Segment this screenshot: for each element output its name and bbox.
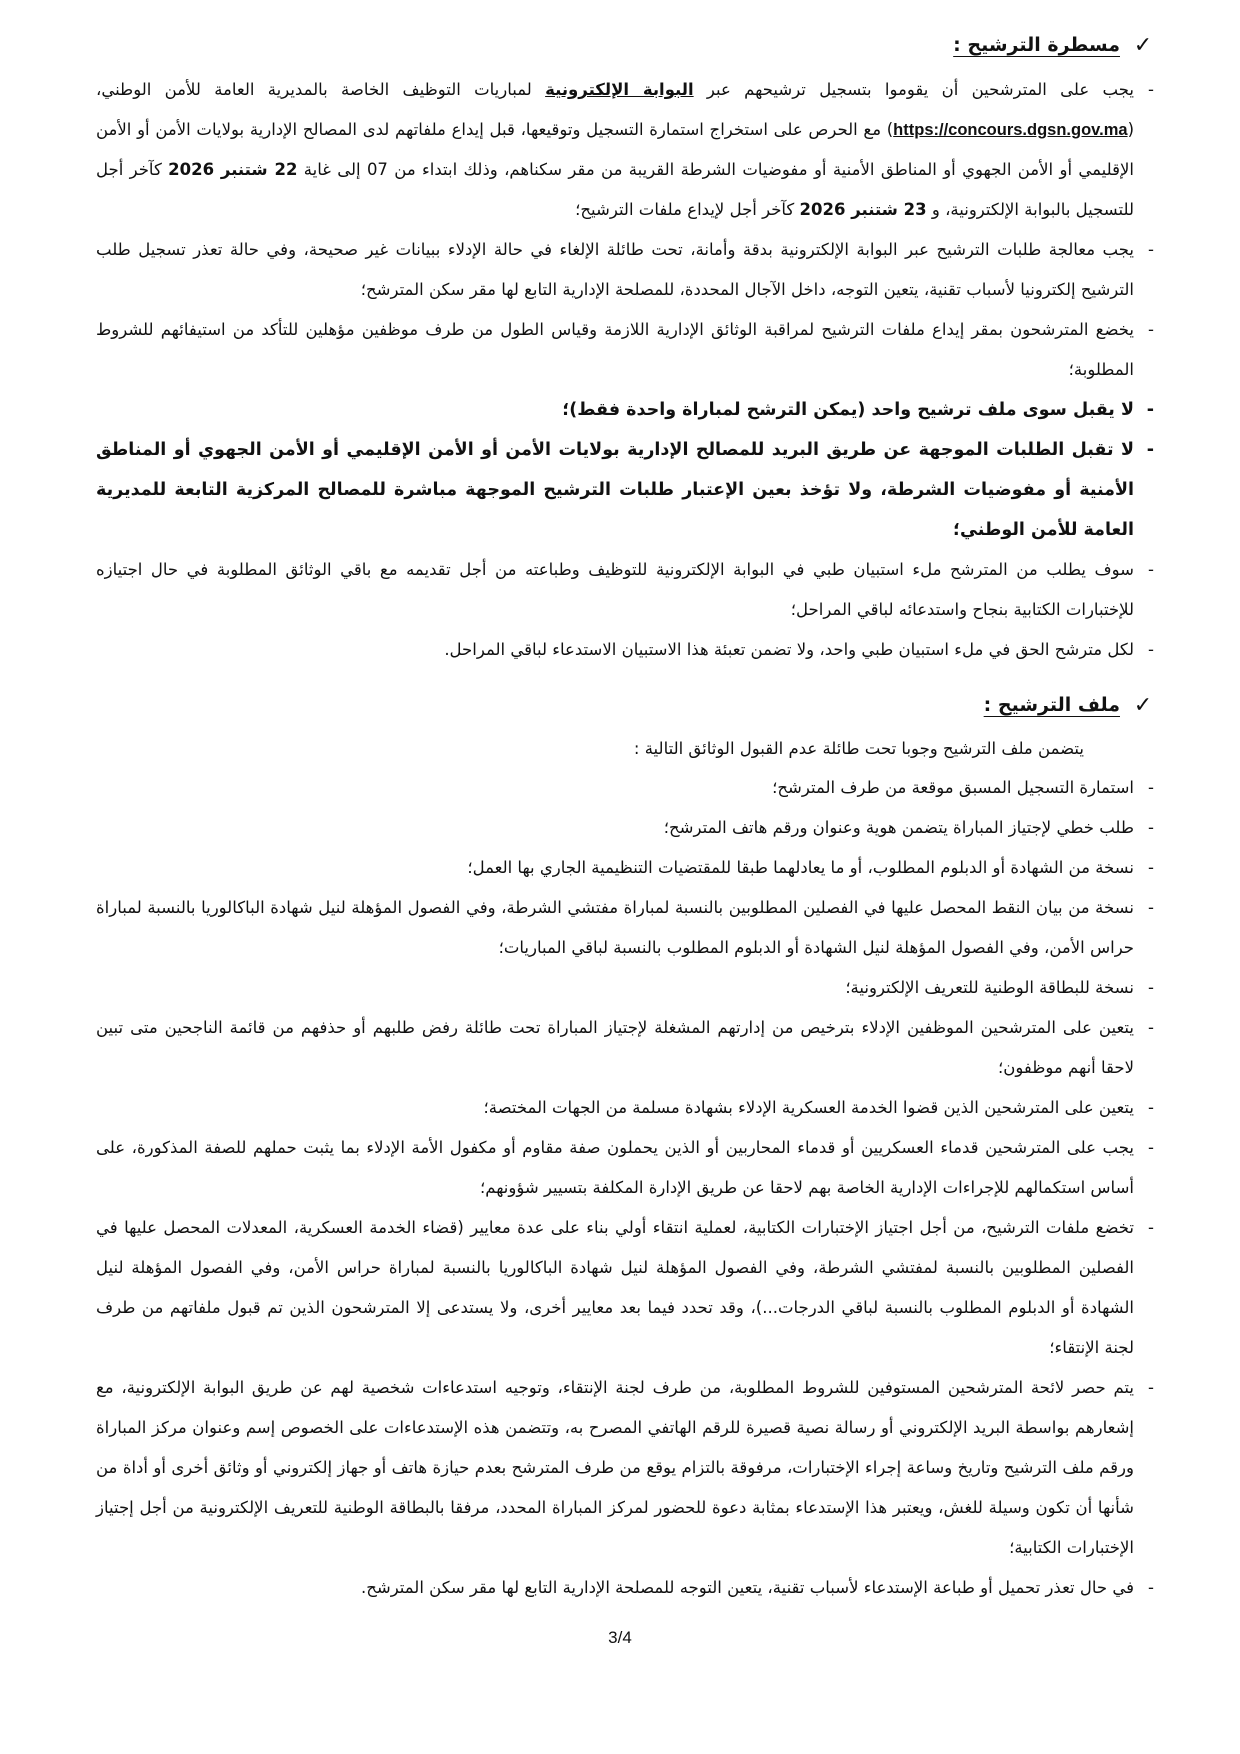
required-documents-list xyxy=(96,768,1156,1608)
list-item: - يتم حصر لائحة المترشحين المستوفين للشروط المطلوبة، من طرف لجنة الإنتقاء، وتوجيه استدعاءات شخصية لهم عن طريق البوابة الإلكترونية، مع إشعارهم بواسطة البريد الإلكتروني أو رسالة نصية قصيرة للرقم الهاتفي المصرح به، وتتضمن هذه الإستدعاءات على الخصوص إسم وعنوان مركز المباراة ورقم ملف الترشيح وتاريخ وساعة إجراء الإختبارات، مرفوقة بالتزام يوقع من طرف المترشح بعدم حيازة هاتف أو جهاز إلكتروني أو وثائق أخرى أو أداة من شأنها أن تكون وسيلة للغش، ويعتبر هذا الإستدعاء بمثابة دعوة للحضور لمركز المباراة المحدد، مرفقا بالبطاقة الوطنية للتعريف الإلكترونية من أجل إجتياز الإختبارات الكتابية؛ xyxy=(96,1368,1156,1568)
list-item: - يجب على المترشحين قدماء العسكريين أو قدماء المحاربين أو الذين يحملون صفة مقاوم أو مكفول الأمة الإدلاء بما يثبت حملهم للصفة المذكورة، على أساس استكمالهم للإجراءات الإدارية الخاصة بهم لاحقا عن طريق الإدارة المكلفة بتسيير شؤونهم؛ xyxy=(96,1128,1156,1208)
list-item: - نسخة للبطاقة الوطنية للتعريف الإلكترونية؛ xyxy=(96,968,1156,1008)
document-content xyxy=(96,28,1156,1608)
list-item: - لا يقبل سوى ملف ترشيح واحد (يمكن الترشح لمباراة واحدة فقط)؛ xyxy=(96,390,1156,430)
list-item: - استمارة التسجيل المسبق موقعة من طرف المترشح؛ xyxy=(96,768,1156,808)
section-intro: يتضمن ملف الترشيح وجوبا تحت طائلة عدم القبول الوثائق التالية : xyxy=(633,739,1084,758)
page-number: 3/4 xyxy=(608,1628,632,1647)
list-item: - يتعين على المترشحين الموظفين الإدلاء بترخيص من إدارتهم المشغلة لإجتياز المباراة تحت طائلة رفض طلبهم أو حذفهم من قائمة الناجحين متى تبين لاحقا أنهم موظفون؛ xyxy=(96,1008,1156,1088)
deposit-deadline: 23 شتنبر 2026 xyxy=(799,200,927,219)
checkmark-icon: ✓ xyxy=(1133,692,1153,718)
list-item: - نسخة من الشهادة أو الدبلوم المطلوب، أو ما يعادلهما طبقا للمقتضيات التنظيمية الجاري بها العمل؛ xyxy=(96,848,1156,888)
list-item: - في حال تعذر تحميل أو طباعة الإستدعاء لأسباب تقنية، يتعين التوجه للمصلحة الإدارية التابع لها مقر سكن المترشح. xyxy=(96,1568,1156,1608)
procedure-list xyxy=(96,70,1156,670)
portal-name: البوابة الإلكترونية xyxy=(545,80,694,99)
list-item: - يتعين على المترشحين الذين قضوا الخدمة العسكرية الإدلاء بشهادة مسلمة من الجهات المختصة؛ xyxy=(96,1088,1156,1128)
portal-url-link[interactable]: https://concours.dgsn.gov.ma xyxy=(893,121,1128,139)
list-item: - نسخة من بيان النقط المحصل عليها في الفصلين المطلوبين بالنسبة لمباراة مفتشي الشرطة، وفي الفصول المؤهلة لنيل شهادة الباكالوريا بالنسبة لمباراة حراس الأمن، وفي الفصول المؤهلة لنيل الشهادة أو الدبلوم المطلوب بالنسبة لباقي المباريات؛ xyxy=(96,888,1156,968)
list-item: - طلب خطي لإجتياز المباراة يتضمن هوية وعنوان ورقم هاتف المترشح؛ xyxy=(96,808,1156,848)
section-heading-procedure xyxy=(96,28,1156,62)
list-item: - لا تقبل الطلبات الموجهة عن طريق البريد للمصالح الإدارية بولايات الأمن أو الأمن الإقليمي أو الأمن الجهوي أو المناطق الأمنية أو مفوضيات الشرطة، ولا تؤخذ بعين الإعتبار طلبات الترشيح الموجهة مباشرة للمصالح المركزية التابعة للمديرية العامة للأمن الوطني؛ xyxy=(96,430,1156,550)
list-item: - لكل مترشح الحق في ملء استبيان طبي واحد، ولا تضمن تعبئة هذا الاستبيان الاستدعاء لباقي المراحل. xyxy=(96,630,1156,670)
registration-deadline: 22 شتنبر 2026 xyxy=(168,160,298,179)
list-item: - يخضع المترشحون بمقر إيداع ملفات الترشيح لمراقبة الوثائق الإدارية اللازمة وقياس الطول من طرف موظفين مؤهلين للتأكد من استيفائهم للشروط المطلوبة؛ xyxy=(96,310,1156,390)
list-item: - سوف يطلب من المترشح ملء استبيان طبي في البوابة الإلكترونية للتوظيف وطباعته من أجل تقديمه مع باقي الوثائق المطلوبة في حال اجتيازه للإختبارات الكتابية بنجاح واستدعائه لباقي المراحل؛ xyxy=(96,550,1156,630)
list-item: - يجب على المترشحين أن يقوموا بتسجيل ترشيحهم عبر البوابة الإلكترونية لمباريات التوظيف الخاصة بالمديرية العامة للأمن الوطني، (https://concours.dgsn.gov.ma) مع الحرص على استخراج استمارة التسجيل وتوقيعها، قبل إيداع ملفاتهم لدى المصالح الإدارية بولايات الأمن أو الأمن الإقليمي أو الأمن الجهوي أو المناطق الأمنية أو مفوضيات الشرطة القريبة من مقر سكناهم، وذلك ابتداء من 07 إلى غاية 22 شتنبر 2026 كآخر أجل للتسجيل بالبوابة الإلكترونية، و 23 شتنبر 2026 كآخر أجل لإيداع ملفات الترشيح؛ xyxy=(96,70,1156,230)
section-title: ملف الترشيح : xyxy=(983,694,1120,716)
list-item: - يجب معالجة طلبات الترشيح عبر البوابة الإلكترونية بدقة وأمانة، تحت طائلة الإلغاء في حالة الإدلاء ببيانات غير صحيحة، وفي حالة تعذر تسجيل طلب الترشيح إلكترونيا لأسباب تقنية، يتعين التوجه، داخل الآجال المحددة، للمصلحة الإدارية التابع لها مقر سكن المترشح؛ xyxy=(96,230,1156,310)
section-heading-application-file xyxy=(96,688,1156,722)
list-item: - تخضع ملفات الترشيح، من أجل اجتياز الإختبارات الكتابية، لعملية انتقاء أولي بناء على عدة معايير (قضاء الخدمة العسكرية، المعدلات المحصل عليها في الفصلين المطلوبين بالنسبة لمفتشي الشرطة، وفي الفصول المؤهلة لنيل شهادة الباكالوريا بالنسبة لمباراة حراس الأمن، وفي الفصول المؤهلة لنيل الشهادة أو الدبلوم المطلوب بالنسبة لباقي الدرجات...)، وقد تحدد فيما بعد معايير أخرى، ولا يستدعى إلا المترشحون الذين تم قبول ملفاتهم من طرف لجنة الإنتقاء؛ xyxy=(96,1208,1156,1368)
section-title: مسطرة الترشيح : xyxy=(953,34,1120,56)
checkmark-icon: ✓ xyxy=(1133,32,1153,58)
